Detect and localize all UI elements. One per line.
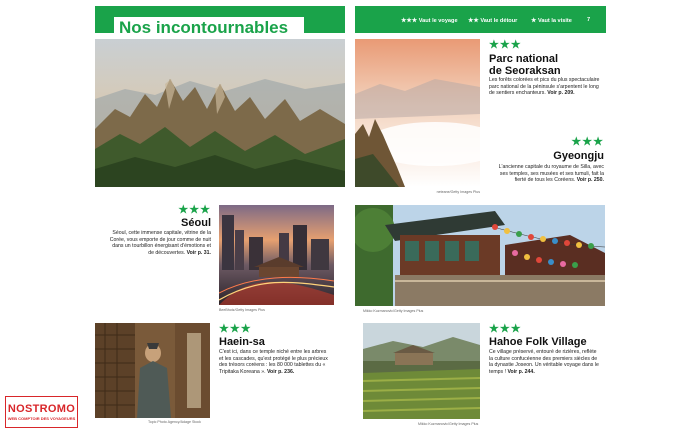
- rating-stars: ★★★: [571, 136, 604, 148]
- photo-credit: neteane/Getty Images Plus: [436, 190, 480, 194]
- logo-tagline: WEB COMPTOIR DES VOYAGEURS: [7, 416, 76, 421]
- legend-one-star: [531, 17, 572, 24]
- legend-label: Vaut le voyage: [418, 18, 458, 24]
- seoul-photo: [219, 205, 334, 305]
- hahoe-title: Hahoe Folk Village: [489, 336, 587, 348]
- page-reference-link[interactable]: Voir p. 236.: [266, 368, 295, 375]
- gyeongju-text: L'ancienne capitale du royaume de Silla, avec ses temples, ses musées et ses tumuli, fait la fierté de tous les Coréens.: [498, 164, 604, 184]
- header-bar-right: [355, 6, 606, 33]
- photo-credit: BeeBhotz/Getty Images Plus: [219, 308, 265, 312]
- temple-photo: [355, 205, 605, 306]
- legend-label: Vaut le détour: [480, 18, 518, 24]
- hahoe-description: [489, 349, 601, 375]
- photo-credit: Mikko Kuzmanovic/Getty Images Plus: [418, 422, 479, 426]
- gyeongju-description: [490, 164, 604, 184]
- page-reference-link[interactable]: Voir p. 250.: [576, 177, 604, 184]
- nostromo-logo: [5, 396, 78, 428]
- haeinsa-text: C'est ici, dans ce temple niché entre les arbres et les cascades, qu'est protégé le plus précieux des trésors coréens : les 80 000 tablettes du « Tripitaka Koreana ».: [219, 349, 328, 375]
- seoul-text: Séoul, cette immense capitale, vitrine de la Corée, vous emporte de jour comme de nuit dans un tourbillon énergisant d'émotions et de découvertes.: [109, 230, 211, 256]
- page-reference-link[interactable]: Voir p. 209.: [547, 90, 575, 97]
- seoraksan-photo-mist: [355, 39, 480, 187]
- hahoe-text: Ce village préservé, entouré de rizières, reflète la culture confucéenne des premiers siècles de la dynastie Joseon. Un véritable voyage dans le temps !: [489, 349, 599, 375]
- haeinsa-title: Haein-sa: [219, 336, 265, 348]
- legend-three-stars: [401, 17, 458, 24]
- haeinsa-photo: [95, 323, 210, 418]
- star-icon: ★: [531, 18, 537, 24]
- rating-stars: ★★★: [178, 204, 211, 216]
- star-icon: ★★★: [401, 18, 418, 24]
- seoraksan-description: [489, 77, 601, 97]
- rating-stars: ★★★: [489, 323, 522, 335]
- page-number: 7: [587, 17, 591, 23]
- gyeongju-title: Gyeongju: [553, 150, 604, 162]
- star-icon: ★★: [468, 18, 479, 24]
- seoraksan-photo-large: [95, 39, 345, 187]
- seoraksan-title-line1: Parc national: [489, 53, 559, 65]
- hahoe-photo: [363, 323, 480, 419]
- seoul-description: [108, 230, 211, 256]
- page-title: Nos incontournables: [119, 18, 289, 37]
- legend-label: Vaut la visite: [537, 18, 572, 24]
- seoraksan-title-line2: de Seoraksan: [489, 65, 561, 77]
- photo-credit: Topic Photo Agency/Adage Stock: [148, 420, 201, 424]
- logo-name: NOSTROMO: [7, 403, 76, 415]
- legend-two-stars: [468, 17, 517, 24]
- rating-stars: ★★★: [489, 39, 522, 51]
- seoraksan-text: Les forêts colorées et pics du plus spectaculaire parc national de la péninsule s'arpentent le long de sentiers enchanteurs.: [489, 77, 600, 97]
- haeinsa-description: [219, 349, 331, 375]
- seoul-title: Séoul: [181, 217, 211, 229]
- seoraksan-title: [489, 53, 604, 77]
- page-reference-link[interactable]: Voir p. 31.: [186, 249, 211, 256]
- page-reference-link[interactable]: Voir p. 244.: [507, 368, 535, 375]
- photo-credit: Mikko Kuzmanovic/Getty Images Plus: [363, 309, 424, 313]
- rating-stars: ★★★: [219, 323, 252, 335]
